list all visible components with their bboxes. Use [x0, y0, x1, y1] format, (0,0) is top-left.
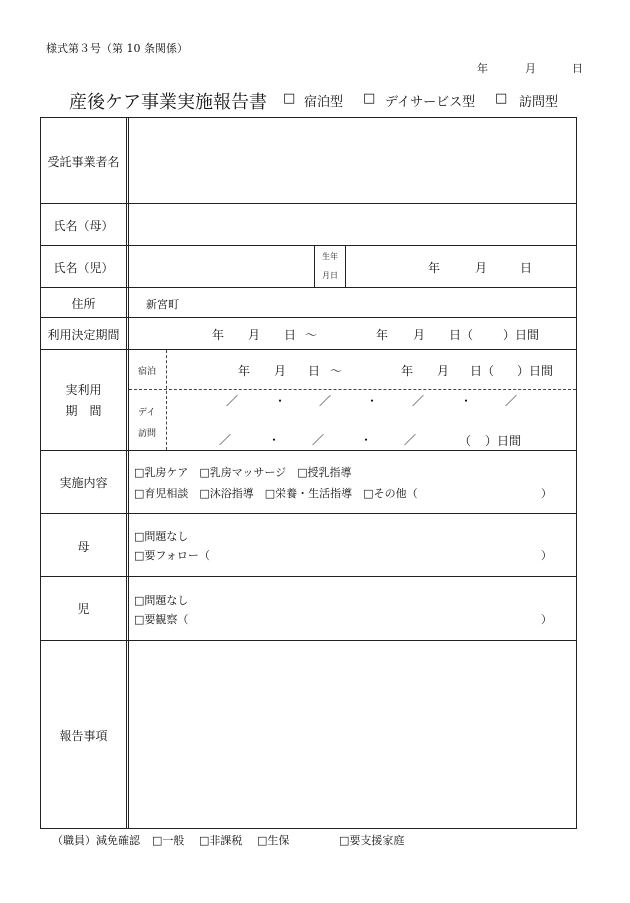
stay-m1: 月 — [274, 364, 287, 378]
mother-label: 母 — [77, 540, 90, 554]
day-slash: ／ — [505, 394, 518, 408]
content-options-2[interactable]: □育児相談 □沐浴指導 □栄養・生活指導 □その他（ — [134, 487, 418, 500]
day-label-1: デイ — [138, 408, 156, 418]
child-label: 児 — [77, 602, 90, 616]
stay-y2: 年 — [401, 364, 414, 378]
day-slash: ／ — [226, 394, 239, 408]
decision-m2: 月 — [413, 328, 426, 342]
decision-y2: 年 — [376, 328, 389, 342]
birth-month: 月 — [475, 261, 488, 275]
day-open-paren: （ — [459, 434, 472, 448]
decision-m1: 月 — [248, 328, 261, 342]
day-slash: ／ — [412, 394, 425, 408]
child-close-paren: ） — [541, 613, 552, 626]
type-label-day: デイサービス型 — [385, 95, 476, 110]
mother-option-followup[interactable]: □要フォロー（ — [134, 549, 210, 562]
day-slash: ／ — [319, 394, 332, 408]
date-month: 月 — [525, 62, 536, 75]
day-slash: ／ — [219, 433, 232, 447]
birth-day: 日 — [520, 261, 533, 275]
day-dot: ・ — [274, 394, 287, 408]
day-dot: ・ — [268, 433, 281, 447]
birth-label-2: 月日 — [322, 271, 338, 280]
footer-option-general[interactable]: □一般 — [152, 834, 185, 847]
day-label-2: 訪問 — [138, 429, 157, 439]
stay-label: 宿泊 — [138, 367, 157, 377]
type-checkbox-day[interactable]: □ — [363, 91, 376, 106]
content-label: 実施内容 — [59, 476, 108, 490]
decision-d2: 日（ — [449, 328, 474, 342]
child-name-field[interactable] — [129, 246, 314, 287]
type-checkbox-stay[interactable]: □ — [283, 91, 296, 106]
report-label: 報告事項 — [59, 729, 108, 743]
child-option-observe[interactable]: □要観察（ — [134, 613, 189, 626]
actual-period-label-2: 期 間 — [65, 404, 102, 418]
decision-y1: 年 — [212, 328, 225, 342]
content-close-paren: ） — [541, 487, 552, 500]
decision-d1: 日 — [284, 328, 297, 342]
report-field[interactable] — [129, 641, 576, 828]
birth-label-1: 生年 — [322, 252, 338, 261]
stay-tilde: ～ — [330, 364, 343, 378]
footer-option-support-family[interactable]: □要支援家庭 — [339, 834, 405, 847]
type-checkbox-visit[interactable]: □ — [495, 91, 508, 106]
provider-label: 受託事業者名 — [47, 155, 120, 169]
decision-days: ）日間 — [503, 328, 540, 342]
address-value: 新宮町 — [146, 298, 179, 311]
mother-option-ok[interactable]: □問題なし — [134, 530, 189, 543]
stay-y1: 年 — [238, 364, 251, 378]
mother-name-field[interactable] — [129, 204, 576, 245]
birth-year: 年 — [428, 261, 441, 275]
date-day: 日 — [572, 62, 583, 75]
day-dot: ・ — [366, 394, 379, 408]
day-dot: ・ — [360, 433, 373, 447]
actual-period-label-1: 実利用 — [65, 383, 102, 397]
day-slash: ／ — [404, 433, 417, 447]
date-year: 年 — [477, 62, 488, 75]
child-option-ok[interactable]: □問題なし — [134, 594, 189, 607]
stay-m2: 月 — [437, 364, 450, 378]
day-dot: ・ — [460, 394, 473, 408]
stay-days: ）日間 — [517, 364, 554, 378]
form-number: 様式第３号（第 10 条関係） — [46, 42, 188, 55]
stay-d1: 日 — [308, 364, 321, 378]
page-title: 産後ケア事業実施報告書 — [69, 92, 267, 113]
decision-tilde: ～ — [305, 328, 318, 342]
provider-field[interactable] — [129, 118, 576, 203]
mother-close-paren: ） — [541, 549, 552, 562]
stay-d2: 日（ — [470, 364, 495, 378]
footer-option-welfare[interactable]: □生保 — [257, 834, 290, 847]
type-label-visit: 訪問型 — [519, 95, 559, 110]
address-label: 住所 — [71, 297, 96, 311]
day-slash: ／ — [312, 433, 325, 447]
child-name-label: 氏名（児） — [53, 261, 114, 275]
content-options-1[interactable]: □乳房ケア □乳房マッサージ □授乳指導 — [134, 466, 352, 479]
staff-reduction-check: （職員）減免確認 — [52, 834, 140, 847]
decision-period-label: 利用決定期間 — [47, 328, 120, 342]
footer-option-tax-exempt[interactable]: □非課税 — [199, 834, 243, 847]
day-days: ）日間 — [485, 434, 522, 448]
mother-name-label: 氏名（母） — [53, 219, 114, 233]
type-label-stay: 宿泊型 — [304, 95, 344, 110]
